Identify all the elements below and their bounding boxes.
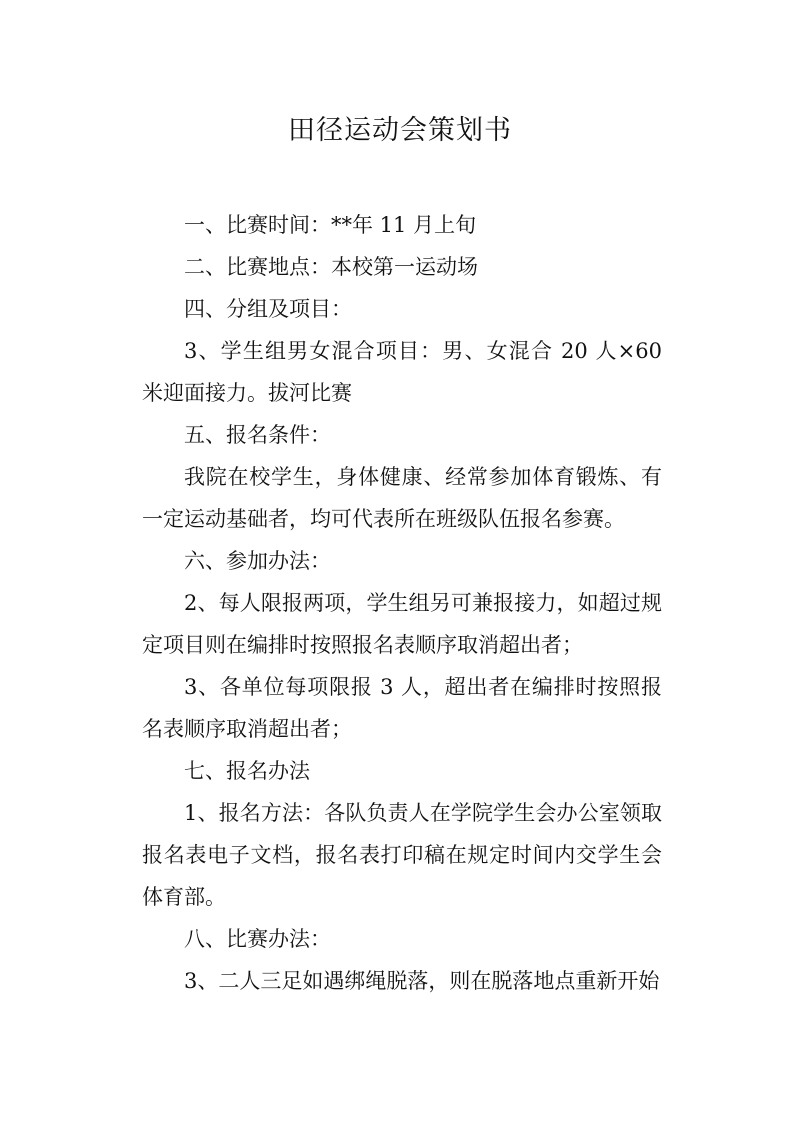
paragraph-groups-heading: 四、分组及项目： — [184, 297, 352, 321]
paragraph-eligibility-heading: 五、报名条件： — [184, 423, 331, 447]
document-title: 田径运动会策划书 — [288, 115, 512, 146]
paragraph-registration-heading: 七、报名办法 — [184, 759, 310, 783]
paragraph-eligibility-text: 我院在校学生，身体健康、经常参加体育锻炼、有一定运动基础者，均可代表所在班级队伍报名参赛。 — [142, 465, 662, 531]
paragraph-competition-time: 一、比赛时间：**年 11 月上旬 — [184, 213, 477, 237]
paragraph-three-legged-rule: 3、二人三足如遇绑绳脱落，则在脱落地点重新开始 — [184, 969, 660, 993]
document-body — [142, 204, 662, 1002]
paragraph-participation-heading: 六、参加办法： — [184, 549, 331, 573]
paragraph-participation-rule-3: 3、各单位每项限报 3 人，超出者在编排时按照报名表顺序取消超出者； — [142, 675, 662, 741]
paragraph-competition-rules-heading: 八、比赛办法： — [184, 927, 331, 951]
paragraph-registration-method: 1、报名方法：各队负责人在学院学生会办公室领取报名表电子文档，报名表打印稿在规定时间内交学生会体育部。 — [142, 801, 662, 909]
paragraph-competition-venue: 二、比赛地点：本校第一运动场 — [184, 255, 478, 279]
paragraph-participation-rule-2: 2、每人限报两项，学生组另可兼报接力，如超过规定项目则在编排时按照报名表顺序取消超出者； — [142, 591, 662, 657]
paragraph-mixed-events: 3、学生组男女混合项目：男、女混合 20 人×60 米迎面接力。拔河比赛 — [142, 339, 662, 405]
